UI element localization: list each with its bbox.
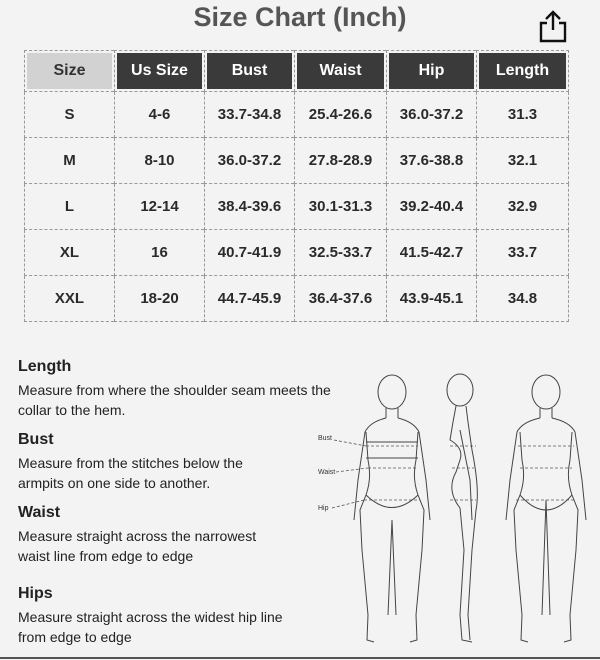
table-cell: 41.5-42.7 [386,230,476,276]
column-header-waist: Waist [294,50,386,92]
table-row [24,276,569,322]
table-cell: 33.7 [476,230,569,276]
guide-length-title: Length [18,358,72,375]
table-row [24,184,569,230]
table-cell: L [24,184,114,230]
guide-hips-title: Hips [18,585,53,602]
table-cell: 33.7-34.8 [204,92,294,138]
waist-label: Waist [318,469,336,476]
table-cell: 44.7-45.9 [204,276,294,322]
table-cell: XL [24,230,114,276]
body-measurement-illustration [310,360,600,655]
table-cell: 32.9 [476,184,569,230]
table-cell: 39.2-40.4 [386,184,476,230]
table-cell: 30.1-31.3 [294,184,386,230]
guide-waist [18,504,288,566]
table-cell: 34.8 [476,276,569,322]
page-title: Size Chart (Inch) [193,2,407,32]
table-cell: 37.6-38.8 [386,138,476,184]
table-cell: 12-14 [114,184,204,230]
column-header-length: Length [476,50,569,92]
table-cell: 36.0-37.2 [386,92,476,138]
table-cell: 38.4-39.6 [204,184,294,230]
guide-length [18,358,338,420]
table-cell: M [24,138,114,184]
table-cell: 32.5-33.7 [294,230,386,276]
guide-hips-text: Measure straight across the widest hip line from edge to edge [18,609,283,645]
size-table [24,50,569,322]
guide-bust-title: Bust [18,431,54,448]
bottom-divider [0,657,600,659]
guide-bust [18,431,288,493]
bust-label: Bust [318,435,333,442]
table-cell: 36.0-37.2 [204,138,294,184]
table-cell: 27.8-28.9 [294,138,386,184]
guide-waist-text: Measure straight across the narrowest waist line from edge to edge [18,528,257,564]
table-cell: 25.4-26.6 [294,92,386,138]
guide-waist-title: Waist [18,504,61,521]
table-cell: 18-20 [114,276,204,322]
table-cell: 31.3 [476,92,569,138]
table-cell: XXL [24,276,114,322]
table-cell: 32.1 [476,138,569,184]
column-header-us-size: Us Size [114,50,204,92]
hip-label: Hip [318,505,329,512]
table-cell: 36.4-37.6 [294,276,386,322]
table-row [24,92,569,138]
guide-length-text: Measure from where the shoulder seam meets the collar to the hem. [18,382,331,418]
table-cell: 8-10 [114,138,204,184]
share-icon[interactable] [536,8,570,44]
table-cell: S [24,92,114,138]
table-row [24,230,569,276]
table-row [24,138,569,184]
column-header-hip: Hip [386,50,476,92]
table-cell: 43.9-45.1 [386,276,476,322]
side-figure [447,374,477,642]
guide-bust-text: Measure from the stitches below the armpits on one side to another. [18,455,243,491]
table-cell: 4-6 [114,92,204,138]
guide-hips [18,585,288,647]
table-cell: 16 [114,230,204,276]
table-cell: 40.7-41.9 [204,230,294,276]
column-header-bust: Bust [204,50,294,92]
column-header-size: Size [24,50,114,92]
table-header-row [24,50,569,92]
back-figure [506,375,586,642]
front-figure [354,375,430,642]
